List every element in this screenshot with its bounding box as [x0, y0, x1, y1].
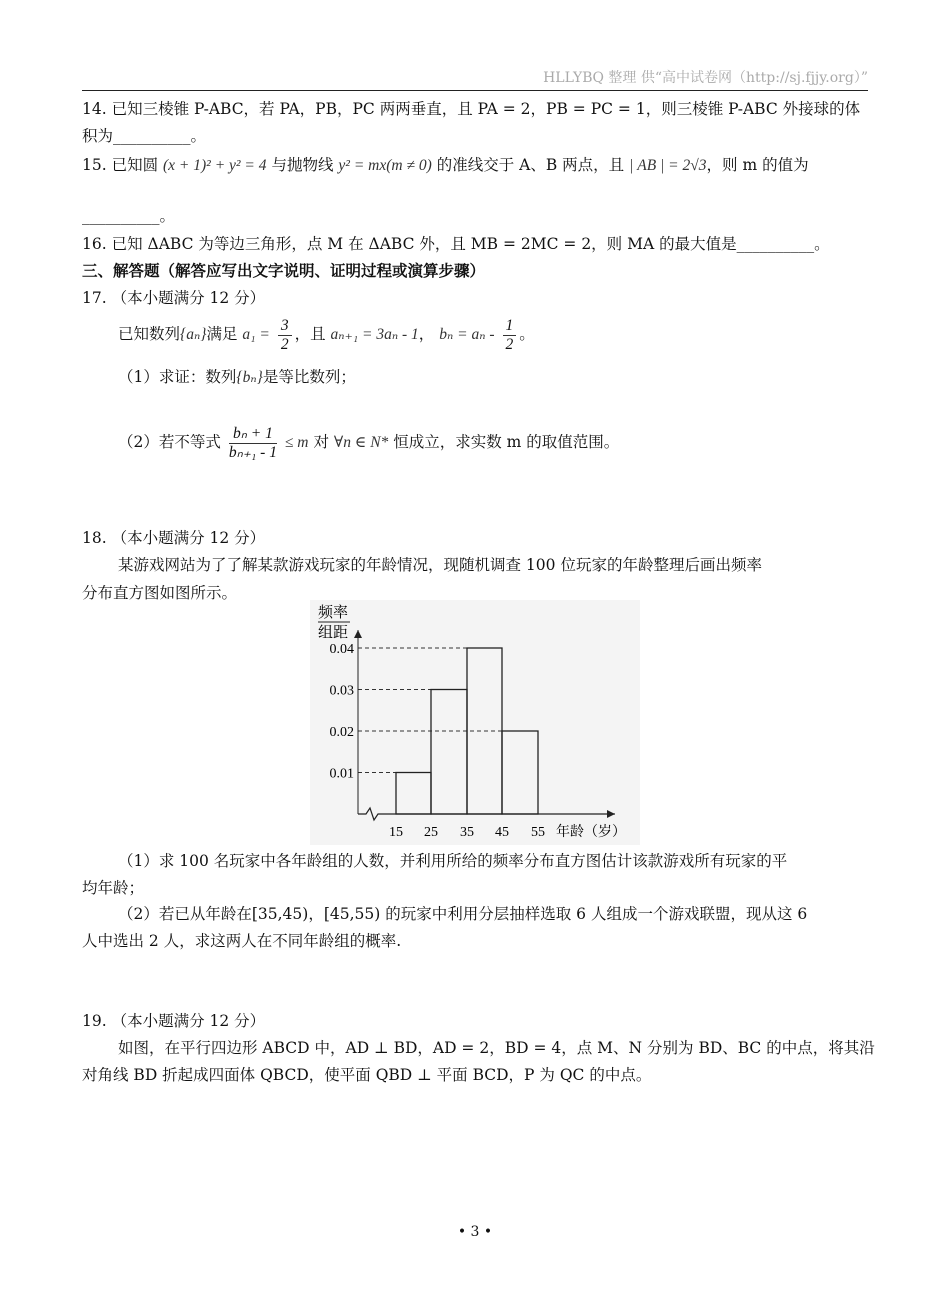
- y-tick-label: 0.02: [329, 725, 354, 740]
- q17-seq-b: {bₙ}: [236, 369, 263, 386]
- q15-circle-eq: (x + 1)² + y² = 4: [163, 157, 267, 174]
- y-tick-label: 0.03: [329, 683, 354, 699]
- x-tick-label: 25: [424, 825, 438, 840]
- y-tick-label: 0.01: [329, 766, 354, 782]
- x-tick-label: 35: [460, 825, 474, 840]
- q15-line1: [82, 154, 809, 177]
- q15-mid2: 的准线交于 A、B 两点，且: [436, 156, 625, 174]
- ylabel-bottom: 组距: [318, 625, 349, 641]
- q17-title: 17. （本小题满分 12 分）: [82, 289, 266, 307]
- frequency-histogram: [310, 600, 640, 845]
- q17-given: [118, 314, 535, 355]
- q17-p2-mid: 对: [313, 433, 329, 451]
- x-tick-label: 55: [531, 825, 545, 840]
- q18-desc2: 分布直方图如图所示。: [82, 584, 238, 602]
- q17-frac-3-2: $\frac{3}{2}$: [278, 317, 292, 354]
- q19-line2: 对角线 BD 折起成四面体 QBCD，使平面 QBD ⊥ 平面 BCD，P 为 QC 的中点。: [82, 1066, 652, 1084]
- q18-part1a: （1）求 100 名玩家中各年龄组的人数，并利用所给的频率分布直方图估计该款游戏所有玩家的平: [118, 852, 788, 870]
- q15-end: ，则 m 的值为: [706, 156, 809, 174]
- q17-p1-end: 是等比数列；: [262, 368, 356, 386]
- x-tick-label: 45: [495, 825, 509, 840]
- ylabel-top: 频率: [318, 605, 349, 621]
- page-number: • 3 •: [457, 1224, 493, 1240]
- page-header: HLLYBQ 整理 供“高中试卷网（http://sj.fjjy.org）”: [82, 66, 868, 91]
- q17-ineq-frac: $\frac{\text{bₙ + 1}}{\text{bₙ₊₁ - 1}}$: [228, 424, 277, 461]
- q18-title: 18. （本小题满分 12 分）: [82, 529, 266, 547]
- q17-frac-1-2: $\frac{1}{2}$: [503, 317, 517, 354]
- q18-part1b: 均年龄；: [82, 879, 145, 897]
- q17-given-prefix: 已知数列: [118, 325, 181, 343]
- q14-line1: 14. 已知三棱锥 P-ABC，若 PA，PB，PC 两两垂直，且 PA = 2，PB = PC = 1，则三棱锥 P-ABC 外接球的体: [82, 100, 861, 118]
- q15-prefix: 15. 已知圆: [82, 156, 159, 174]
- q17-p2-end: 恒成立，求实数 m 的取值范围。: [393, 433, 620, 451]
- q17-p1-prefix: （1）求证：数列: [118, 368, 237, 386]
- xlabel: 年龄（岁）: [556, 825, 626, 840]
- q17-a1: a₁ =: [242, 326, 270, 343]
- q17-recurrence: aₙ₊₁ = 3aₙ - 1: [330, 326, 419, 343]
- q19-title: 19. （本小题满分 12 分）: [82, 1012, 266, 1030]
- q17-ineq-rel: ≤ m: [284, 434, 309, 451]
- x-tick-label: 15: [389, 825, 403, 840]
- section-title: 三、解答题（解答应写出文字说明、证明过程或演算步骤）: [82, 261, 486, 280]
- q17-seq-a: {aₙ}: [180, 326, 207, 343]
- q19-line1: 如图，在平行四边形 ABCD 中，AD ⊥ BD，AD = 2，BD = 4，点 M、N 分别为 BD、BC 的中点，将其沿: [118, 1039, 875, 1057]
- q18-part2b: 人中选出 2 人，求这两人在不同年龄组的概率.: [82, 932, 402, 950]
- q17-end: 。: [519, 325, 535, 343]
- q17-part2: [118, 420, 619, 465]
- q15-ab-eq: | AB | = 2√3: [629, 157, 707, 174]
- q14-line2: 积为__________。: [82, 127, 207, 145]
- q15-line2: __________。: [82, 207, 176, 225]
- q16: 16. 已知 ΔABC 为等边三角形，点 M 在 ΔABC 外，且 MB = 2MC = 2，则 MA 的最大值是__________。: [82, 235, 830, 253]
- q18-part2a: （2）若已从年龄在[35,45)，[45,55) 的玩家中利用分层抽样选取 6 人组成一个游戏联盟，现从这 6: [118, 905, 808, 923]
- q17-p2-prefix: （2）若不等式: [118, 433, 221, 451]
- q17-given-mid2: ，且: [294, 325, 326, 343]
- q17-comma: ，: [418, 325, 435, 343]
- q18-desc1: 某游戏网站为了了解某款游戏玩家的年龄情况，现随机调查 100 位玩家的年龄整理后画出频率: [118, 556, 762, 574]
- y-tick-label: 0.04: [329, 642, 354, 657]
- q17-part1: [118, 366, 356, 389]
- q17-given-mid: 满足: [206, 325, 238, 343]
- q17-bn-def: bₙ = aₙ -: [439, 326, 495, 343]
- q17-forall: ∀n ∈ N*: [333, 434, 389, 451]
- q15-mid: 与抛物线: [271, 156, 334, 174]
- q15-parabola-eq: y² = mx(m ≠ 0): [338, 157, 432, 174]
